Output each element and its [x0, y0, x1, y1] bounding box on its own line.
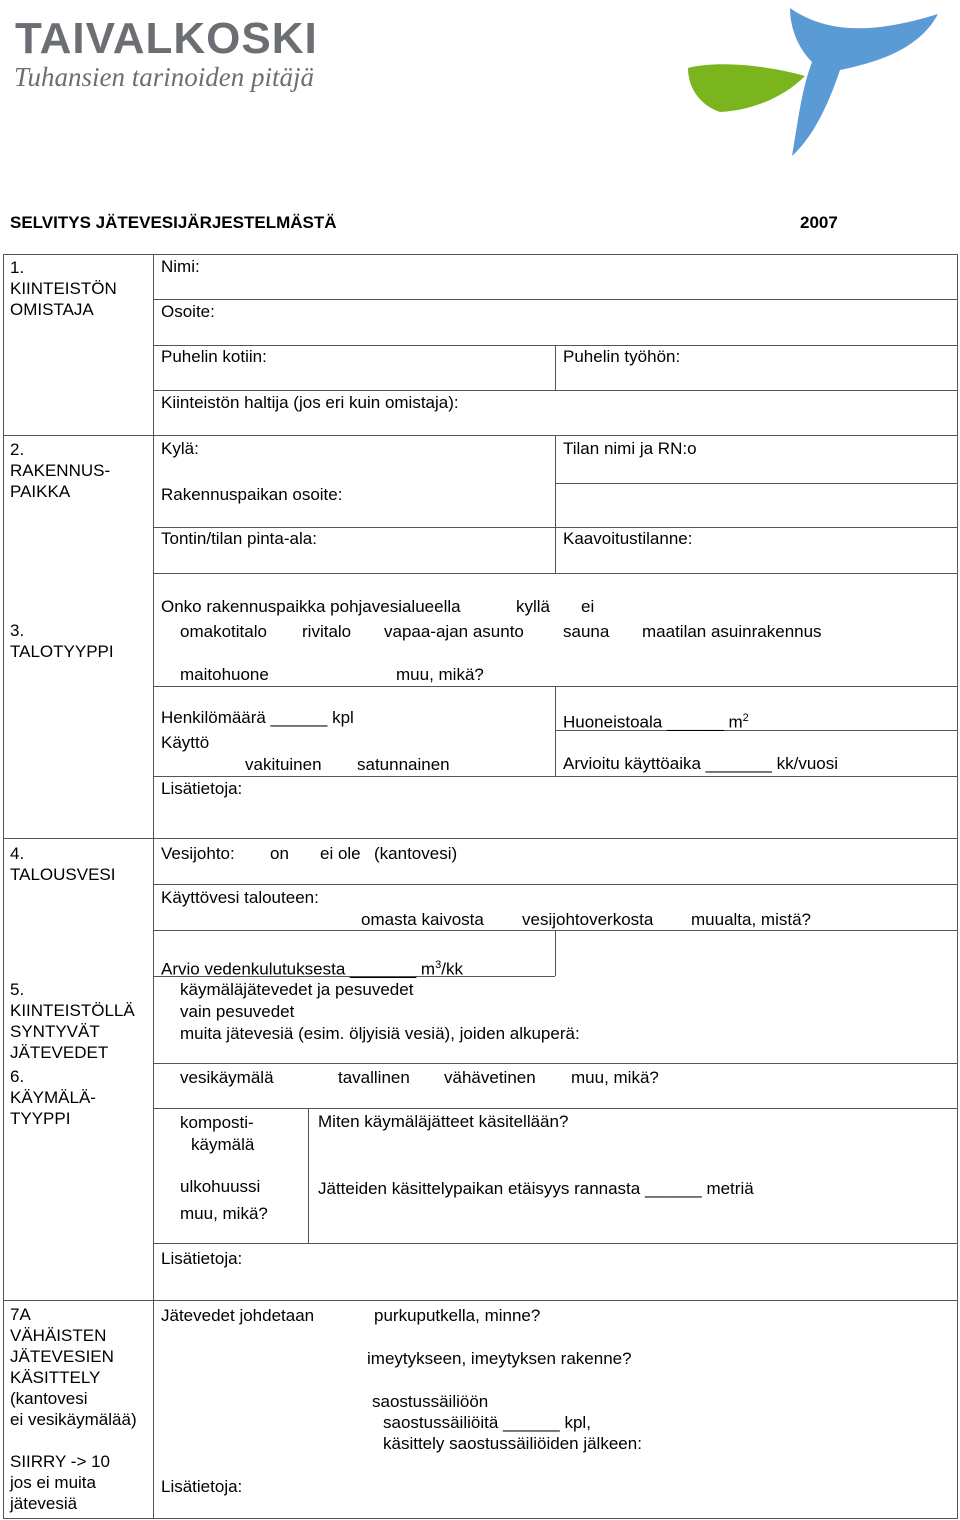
septic-tank-count-field[interactable]: saostussäiliöitä ______ kpl, [383, 1413, 591, 1432]
type-leisure-option[interactable]: vapaa-ajan asunto [384, 622, 524, 641]
brand-name: TAIVALKOSKI [15, 14, 318, 63]
type-farm-option[interactable]: maatilan asuinrakennus [642, 622, 822, 641]
usage-label: Käyttö [161, 733, 210, 752]
section-4-label: 4. TALOUSVESI [10, 844, 116, 884]
wastewater-other-option[interactable]: muita jätevesiä (esim. öljyisiä vesiä), joiden alkuperä: [180, 1024, 580, 1043]
outhouse-option[interactable]: ulkohuussi [180, 1177, 261, 1196]
type-dairy-option[interactable]: maitohuone [180, 665, 269, 684]
water-consumption-field[interactable]: Arvio vedenkulutuksesta _______ $m^3/kk$ [161, 959, 463, 979]
brand-tagline: Tuhansien tarinoiden pitäjä [14, 62, 315, 92]
section-3-label: 3. TALOTYYPPI [10, 621, 114, 661]
infiltration-option[interactable]: imeytykseen, imeytyksen rakenne? [367, 1349, 632, 1368]
usage-time-field[interactable]: Arvioitu käyttöaika _______ kk/vuosi [563, 754, 839, 773]
wastewater-toilet-and-wash-option[interactable]: käymäläjätevedet ja pesuvedet [180, 980, 414, 999]
normal-flush-option[interactable]: tavallinen [338, 1068, 410, 1087]
distance-field[interactable]: Jätteiden käsittelypaikan etäisyys rannasta ______ metriä [318, 1179, 754, 1198]
section-7a-label: 7A VÄHÄISTEN JÄTEVESIEN KÄSITTELY (kantovesi ei vesikäymälää) [10, 1305, 137, 1429]
type-other-option[interactable]: muu, mikä? [396, 665, 484, 684]
floor-area-field[interactable]: Huoneistoala ______ $m^2$ [563, 712, 749, 732]
form-title: SELVITYS JÄTEVESIJÄRJESTELMÄSTÄ [10, 213, 337, 232]
low-flush-option[interactable]: vähävetinen [444, 1068, 536, 1087]
usage-occasional-option[interactable]: satunnainen [357, 755, 450, 774]
phone-work-field[interactable]: Puhelin työhön: [563, 347, 681, 366]
groundwater-question: Onko rakennuspaikka pohjavesialueella [161, 597, 461, 616]
household-water-label: Käyttövesi talouteen: [161, 888, 319, 907]
skip-to-10-note: SIIRRY -> 10 jos ei muita jätevesiä [10, 1452, 111, 1513]
carried-water-note: (kantovesi) [374, 844, 458, 863]
taivalkoski-bird-logo [680, 0, 960, 160]
section-6-label: 6. KÄYMÄLÄ- TYYPPI [10, 1067, 96, 1128]
plot-area-field[interactable]: Tontin/tilan pinta-ala: [161, 529, 317, 548]
water-line-no-option[interactable]: ei ole [320, 844, 361, 863]
water-line-label: Vesijohto: [161, 844, 235, 863]
logo-green-wing [688, 64, 805, 112]
after-tank-treatment-field[interactable]: käsittely saostussäiliöiden jälkeen: [383, 1434, 642, 1453]
septic-tank-option[interactable]: saostussäiliöön [372, 1392, 489, 1411]
section-6-extra-field[interactable]: Lisätietoja: [161, 1249, 243, 1268]
groundwater-yes-option[interactable]: kyllä [516, 597, 551, 616]
discharge-pipe-option[interactable]: purkuputkella, minne? [374, 1306, 541, 1325]
farm-name-field[interactable]: Tilan nimi ja RN:o [563, 439, 697, 458]
owner-address-field[interactable]: Osoite: [161, 302, 215, 321]
type-detached-option[interactable]: omakotitalo [180, 622, 267, 641]
site-address-field[interactable]: Rakennuspaikan osoite: [161, 485, 343, 504]
own-well-option[interactable]: omasta kaivosta [361, 910, 484, 929]
toilet-waste-handling-field[interactable]: Miten käymäläjätteet käsitellään? [318, 1112, 569, 1131]
type-sauna-option[interactable]: sauna [563, 622, 610, 641]
owner-name-field[interactable]: Nimi: [161, 257, 200, 276]
section-7a-extra-field[interactable]: Lisätietoja: [161, 1477, 243, 1496]
form-year: 2007 [800, 213, 838, 232]
village-field[interactable]: Kylä: [161, 439, 199, 458]
wastewater-directed-label: Jätevedet johdetaan [161, 1306, 315, 1325]
section-2-label: 2. RAKENNUS- PAIKKA [10, 440, 111, 501]
water-toilet-option[interactable]: vesikäymälä [180, 1068, 274, 1087]
groundwater-no-option[interactable]: ei [581, 597, 595, 616]
usage-permanent-option[interactable]: vakituinen [245, 755, 322, 774]
toilet-other-option[interactable]: muu, mikä? [571, 1068, 659, 1087]
section-5-label: 5. KIINTEISTÖLLÄ SYNTYVÄT JÄTEVEDET [10, 980, 135, 1062]
persons-field[interactable]: Henkilömäärä ______ kpl [161, 708, 354, 727]
water-line-yes-option[interactable]: on [270, 844, 289, 863]
water-network-option[interactable]: vesijohtoverkosta [522, 910, 654, 929]
wastewater-wash-only-option[interactable]: vain pesuvedet [180, 1002, 295, 1021]
phone-home-field[interactable]: Puhelin kotiin: [161, 347, 267, 366]
section-3-extra-field[interactable]: Lisätietoja: [161, 779, 243, 798]
zoning-field[interactable]: Kaavoitustilanne: [563, 529, 693, 548]
section-1-label: 1. KIINTEISTÖN OMISTAJA [10, 258, 117, 319]
elsewhere-option[interactable]: muualta, mistä? [691, 910, 811, 929]
compost-toilet-option[interactable]: komposti- käymälä [180, 1113, 255, 1154]
holder-field[interactable]: Kiinteistön haltija (jos eri kuin omistaja): [161, 393, 459, 412]
logo-blue-wing [790, 8, 938, 156]
type-terraced-option[interactable]: rivitalo [302, 622, 352, 641]
toilet-other2-option[interactable]: muu, mikä? [180, 1204, 268, 1223]
